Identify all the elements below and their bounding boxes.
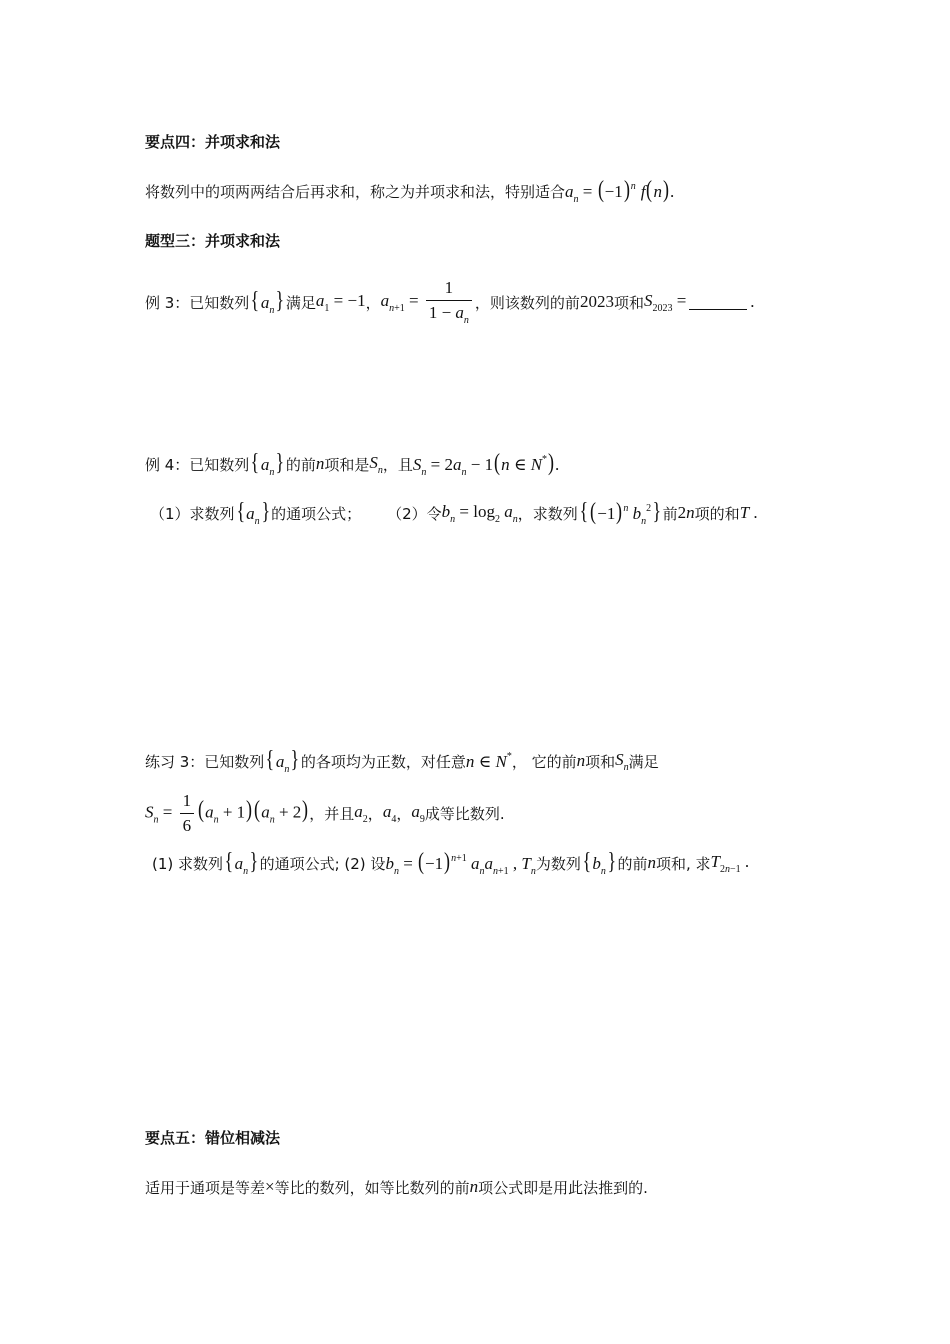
practice-3-questions: (1) 求数列 $\{a_n\}$ 的通项公式; (2) 设 $b_n = (-1)^{n+1}$ $a_na_{n+1}$ , $T_n$ 为数列 $\{b_n\}$ 的前 n 项和, 求 $T_{2n-1}$ .: [152, 848, 750, 877]
section5-heading: 要点五：错位相减法: [145, 1128, 281, 1147]
section4-heading: 要点四：并项求和法: [145, 132, 281, 151]
formula-an-def: $a_n = (-1)^n$ f(n).: [565, 176, 675, 205]
section4-desc: 将数列中的项两两结合后再求和，称之为并项求和法，特别适合 $a_n = (-1)^n$ f(n).: [145, 176, 675, 205]
example-3: 例 3：已知数列 $\{a_n\}$ 满足 $a_1 = -1$ ， $a_{n+1}$ = $\frac{1}{1 - a_n}$ ，则该数列的前 2023 项和 $S_{2023}$ = .: [145, 278, 755, 326]
section5-desc: 适用于通项是等差 × 等比的数列，如等比数列的前 n 项公式即是用此法推到的.: [145, 1177, 648, 1197]
practice-3-formula: $S_n$ = $\frac{1}{6}$ $(a_n + 1)(a_n + 2)$ ，并且 $a_2$ ， $a_4$ ， $a_9$ 成等比数列.: [145, 790, 505, 835]
practice-3: 练习 3：已知数列 $\{a_n\}$ 的各项均为正数，对任意 n ∈ N* ， 它的前 n 项和 $S_n$ 满足: [145, 746, 659, 775]
example-4-questions: （1）求数列 $\{a_n\}$ 的通项公式； （2）令 $b_n = \log_2 a_n$ ，求数列 { $(-1)^n$ $b_n^2$} 前 2n 项的和 T .: [150, 498, 758, 527]
fraction-1-over-6: $\frac{1}{6}$: [180, 791, 195, 836]
answer-blank: [689, 295, 747, 310]
type3-heading: 题型三：并项求和法: [145, 231, 281, 250]
example-4: 例 4：已知数列 $\{a_n\}$ 的前 n 项和是 $S_n$ ，且 $S_n = 2a_n - 1(n$ ∈ N*).: [145, 449, 560, 478]
fraction-1-over-1-minus-an: $\frac{1}{1 - a_n}$: [426, 278, 472, 326]
